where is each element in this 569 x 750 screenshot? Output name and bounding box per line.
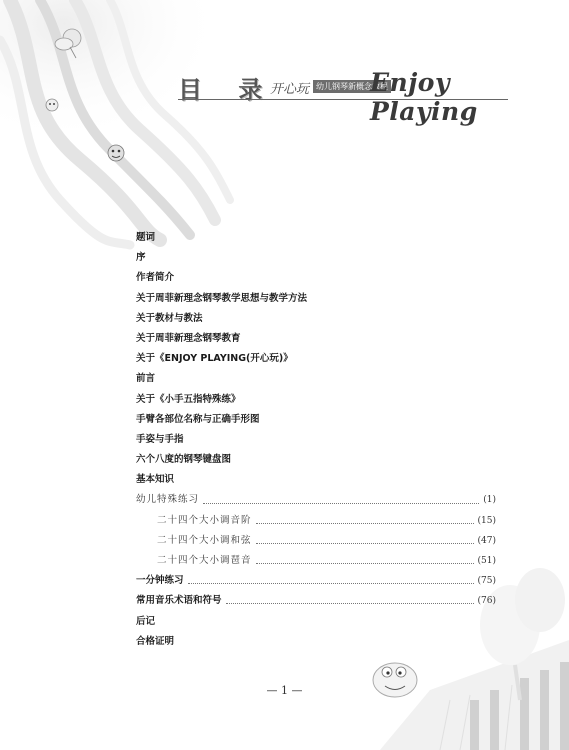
- toc-entry-page: (47): [477, 535, 496, 546]
- brand-logo-text: Enjoy Playing: [370, 68, 478, 126]
- toc-entry-page: (76): [477, 596, 496, 607]
- toc-dot-leader: [203, 502, 479, 504]
- toc-entry[interactable]: [136, 450, 496, 470]
- toc-entry-title: 前言: [136, 373, 156, 385]
- toc-entry[interactable]: [136, 248, 496, 268]
- toc-entry-title: 常用音乐术语和符号: [136, 595, 222, 607]
- toc-dot-leader: [226, 602, 474, 604]
- toc-entry-title: 幼儿特殊练习: [136, 494, 200, 506]
- toc-entry[interactable]: [136, 349, 496, 369]
- toc-entry-title: 序: [136, 252, 146, 264]
- toc-entry-title: 关于《ENJOY PLAYING(开心玩)》: [136, 353, 293, 365]
- toc-entry-title: 手姿与手指: [136, 433, 184, 445]
- toc-entry-title: 后记: [136, 615, 156, 627]
- toc-dot-leader: [256, 522, 474, 524]
- toc-entry[interactable]: [136, 369, 496, 389]
- toc-entry[interactable]: [136, 228, 496, 248]
- toc-entry-title: 题词: [136, 232, 156, 243]
- toc-entry-title: 手臂各部位名称与正确手形图: [136, 413, 260, 425]
- toc-entry[interactable]: [136, 309, 496, 329]
- toc-entry[interactable]: [136, 511, 496, 531]
- toc-entry[interactable]: [136, 531, 496, 551]
- brand-name-cn: 开心玩: [270, 82, 310, 97]
- page-number: — 1 —: [266, 684, 303, 697]
- toc-entry-page: (51): [477, 556, 496, 566]
- toc-entry[interactable]: [136, 591, 496, 611]
- toc-entry-title: 基本知识: [136, 474, 175, 486]
- toc-dot-leader: [188, 582, 474, 584]
- page-title: 目 录: [178, 75, 277, 104]
- toc-entry-title: 关于周菲新理念钢琴教育: [136, 332, 241, 344]
- toc-entry-title: 作者简介: [136, 272, 175, 284]
- toc-dot-leader: [256, 542, 474, 544]
- toc-entry[interactable]: [136, 410, 496, 430]
- toc-entry-title: 一分钟练习: [136, 575, 184, 587]
- toc-entry[interactable]: [136, 632, 496, 652]
- toc-entry-title: 二十四个大小调音阶: [157, 514, 252, 526]
- toc-entry-title: 六个八度的钢琴键盘图: [136, 454, 232, 466]
- toc-entry[interactable]: [136, 571, 496, 591]
- toc-entry[interactable]: [136, 551, 496, 571]
- toc-entry-page: (1): [483, 495, 496, 506]
- toc-entry[interactable]: [136, 490, 496, 510]
- toc-entry-title: 二十四个大小调琶音: [157, 555, 252, 566]
- toc-entry[interactable]: [136, 390, 496, 410]
- toc-entry-title: 关于教材与教法: [136, 312, 203, 324]
- series-tag: 幼儿钢琴新概念教程: [313, 80, 391, 93]
- toc-entry[interactable]: [136, 612, 496, 632]
- toc-entry[interactable]: [136, 470, 496, 490]
- toc-entry-page: (75): [477, 576, 496, 587]
- toc-entry-title: 关于《小手五指特殊练》: [136, 393, 241, 405]
- toc-entry-title: 二十四个大小调和弦: [157, 534, 252, 546]
- toc-entry-title: 关于周菲新理念钢琴教学思想与教学方法: [136, 292, 308, 304]
- cartoon-face-small: [46, 99, 58, 111]
- toc-entry-page: (15): [477, 515, 496, 526]
- toc-entry[interactable]: [136, 430, 496, 450]
- table-of-contents: [136, 228, 496, 652]
- cartoon-face-ball: [108, 145, 124, 161]
- toc-entry[interactable]: [136, 329, 496, 349]
- toc-entry[interactable]: [136, 289, 496, 309]
- toc-dot-leader: [256, 562, 474, 564]
- toc-entry[interactable]: [136, 268, 496, 288]
- toc-entry-title: 合格证明: [136, 635, 175, 647]
- header-rule: [178, 99, 508, 100]
- page-header: [178, 66, 518, 126]
